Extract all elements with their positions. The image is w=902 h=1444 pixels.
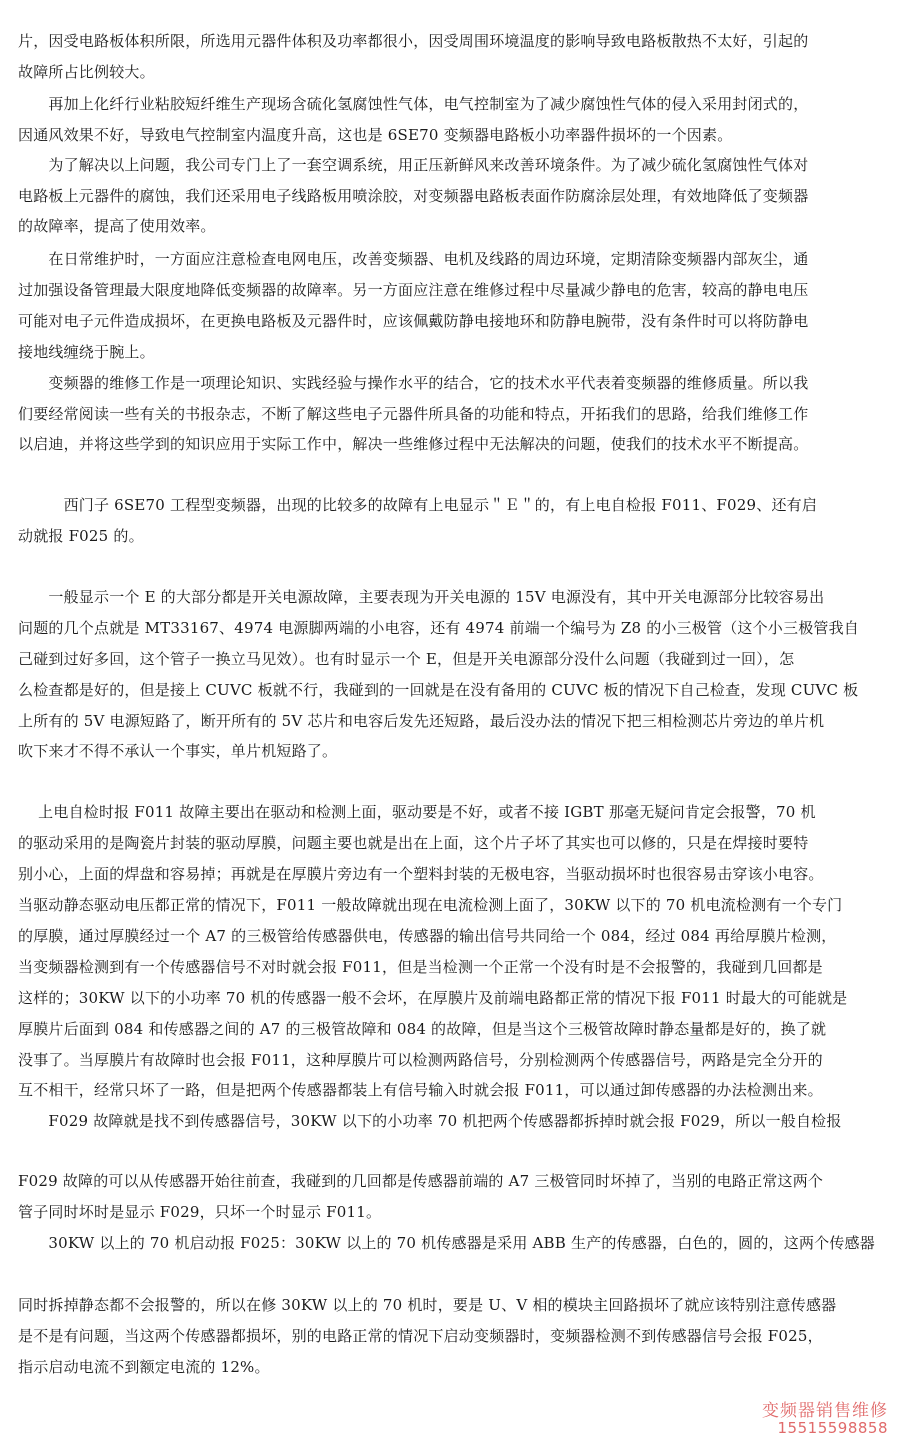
- text-line: 厚膜片后面到 084 和传感器之间的 A7 的三极管故障和 084 的故障，但是当这个三极管故障时静态量都是好的，换了就: [18, 1020, 827, 1038]
- text-line: 同时拆掉静态都不会报警的，所以在修 30KW 以上的 70 机时，要是 U、V 相的模块主回路损坏了就应该特别注意传感器: [18, 1296, 837, 1314]
- text-line: F029 故障的可以从传感器开始往前查，我碰到的几回都是传感器前端的 A7 三极管同时坏掉了，当别的电路正常这两个: [18, 1172, 824, 1190]
- text-line: 们要经常阅读一些有关的书报杂志，不断了解这些电子元器件所具备的功能和特点，开拓我们的思路，给我们维修工作: [18, 405, 809, 423]
- watermark-title: 变频器销售维修: [762, 1401, 888, 1421]
- text-line: 因通风效果不好，导致电气控制室内温度升高，这也是 6SE70 变频器电路板小功率器件损坏的一个因素。: [18, 126, 733, 144]
- text-line: 接地线缠绕于腕上。: [18, 343, 155, 361]
- text-line: 片，因受电路板体积所限，所选用元器件体积及功率都很小，因受周围环境温度的影响导致电路板散热不太好，引起的: [18, 32, 809, 50]
- text-line: 么检查都是好的，但是接上 CUVC 板就不行，我碰到的一回就是在没有备用的 CUVC 板的情况下自己检查，发现 CUVC 板: [18, 681, 859, 699]
- text-line: 西门子 6SE70 工程型变频器，出现的比较多的故障有上电显示＂Ｅ＂的，有上电自检报 F011、F029、还有启: [18, 496, 818, 514]
- text-line: 己碰到过好多回，这个管子一换立马见效）。也有时显示一个 E，但是开关电源部分没什么问题（我碰到过一回），怎: [18, 650, 795, 668]
- text-line: 变频器的维修工作是一项理论知识、实践经验与操作水平的结合，它的技术水平代表着变频器的维修质量。所以我: [18, 374, 809, 392]
- text-line: 故障所占比例较大。: [18, 63, 155, 81]
- text-line: 这样的；30KW 以下的小功率 70 机的传感器一般不会坏，在厚膜片及前端电路都正常的情况下报 F011 时最大的可能就是: [18, 989, 848, 1007]
- text-line: 为了解决以上问题，我公司专门上了一套空调系统，用正压新鲜风来改善环境条件。为了减少硫化氢腐蚀性气体对: [18, 156, 809, 174]
- text-line: 上电自检时报 F011 故障主要出在驱动和检测上面，驱动要是不好，或者不接 IGBT 那毫无疑问肯定会报警，70 机: [18, 803, 816, 821]
- text-line: 的厚膜，通过厚膜经过一个 A7 的三极管给传感器供电，传感器的输出信号共同给一个 084，经过 084 再给厚膜片检测，: [18, 927, 837, 945]
- text-line: 当变频器检测到有一个传感器信号不对时就会报 F011，但是当检测一个正常一个没有时是不会报警的，我碰到几回都是: [18, 958, 823, 976]
- text-line: 上所有的 5V 电源短路了，断开所有的 5V 芯片和电容后发先还短路，最后没办法的情况下把三相检测芯片旁边的单片机: [18, 712, 825, 730]
- text-line: 问题的几个点就是 MT33167、4974 电源脚两端的小电容，还有 4974 前端一个编号为 Z8 的小三极管（这个小三极管我自: [18, 619, 860, 637]
- text-line: 动就报 F025 的。: [18, 527, 144, 545]
- text-line: 30KW 以上的 70 机启动报 F025：30KW 以上的 70 机传感器是采用 ABB 生产的传感器，白色的，圆的，这两个传感器: [18, 1234, 875, 1252]
- text-line: F029 故障就是找不到传感器信号，30KW 以下的小功率 70 机把两个传感器都拆掉时就会报 F029，所以一般自检报: [18, 1112, 842, 1130]
- text-line: 管子同时坏时是显示 F029，只坏一个时显示 F011。: [18, 1203, 382, 1221]
- text-line: 吹下来才不得不承认一个事实，单片机短路了。: [18, 742, 338, 760]
- text-line: 可能对电子元件造成损坏，在更换电路板及元器件时，应该佩戴防静电接地环和防静电腕带，没有条件时可以将防静电: [18, 312, 809, 330]
- watermark-phone: 15515598858: [777, 1419, 888, 1437]
- text-line: 指示启动电流不到额定电流的 12%。: [18, 1358, 270, 1376]
- text-line: 别小心，上面的焊盘和容易掉；再就是在厚膜片旁边有一个塑料封装的无极电容，当驱动损坏时也很容易击穿该小电容。: [18, 865, 824, 883]
- text-line: 在日常维护时，一方面应注意检查电网电压，改善变频器、电机及线路的周边环境，定期清除变频器内部灰尘，通: [18, 250, 809, 268]
- text-line: 没事了。当厚膜片有故障时也会报 F011，这种厚膜片可以检测两路信号，分别检测两个传感器信号，两路是完全分开的: [18, 1051, 823, 1069]
- text-line: 互不相干，经常只坏了一路，但是把两个传感器都装上有信号输入时就会报 F011，可以通过卸传感器的办法检测出来。: [18, 1081, 823, 1099]
- text-line: 的故障率，提高了使用效率。: [18, 217, 216, 235]
- text-line: 电路板上元器件的腐蚀，我们还采用电子线路板用喷涂胶，对变频器电路板表面作防腐涂层处理，有效地降低了变频器: [18, 187, 809, 205]
- text-line: 的驱动采用的是陶瓷片封装的驱动厚膜，问题主要也就是出在上面，这个片子坏了其实也可以修的，只是在焊接时要特: [18, 834, 809, 852]
- text-line: 过加强设备管理最大限度地降低变频器的故障率。另一方面应注意在维修过程中尽量减少静电的危害，较高的静电电压: [18, 281, 809, 299]
- text-line: 是不是有问题，当这两个传感器都损坏，别的电路正常的情况下启动变频器时，变频器检测不到传感器信号会报 F025，: [18, 1327, 823, 1345]
- text-line: 再加上化纤行业粘胶短纤维生产现场含硫化氢腐蚀性气体，电气控制室为了减少腐蚀性气体的侵入采用封闭式的，: [18, 95, 809, 113]
- text-line: 当驱动静态驱动电压都正常的情况下，F011 一般故障就出现在电流检测上面了，30KW 以下的 70 机电流检测有一个专门: [18, 896, 843, 914]
- text-line: 以启迪，并将这些学到的知识应用于实际工作中，解决一些维修过程中无法解决的问题，使我们的技术水平不断提高。: [18, 435, 809, 453]
- text-line: 一般显示一个 E 的大部分都是开关电源故障，主要表现为开关电源的 15V 电源没有，其中开关电源部分比较容易出: [18, 588, 825, 606]
